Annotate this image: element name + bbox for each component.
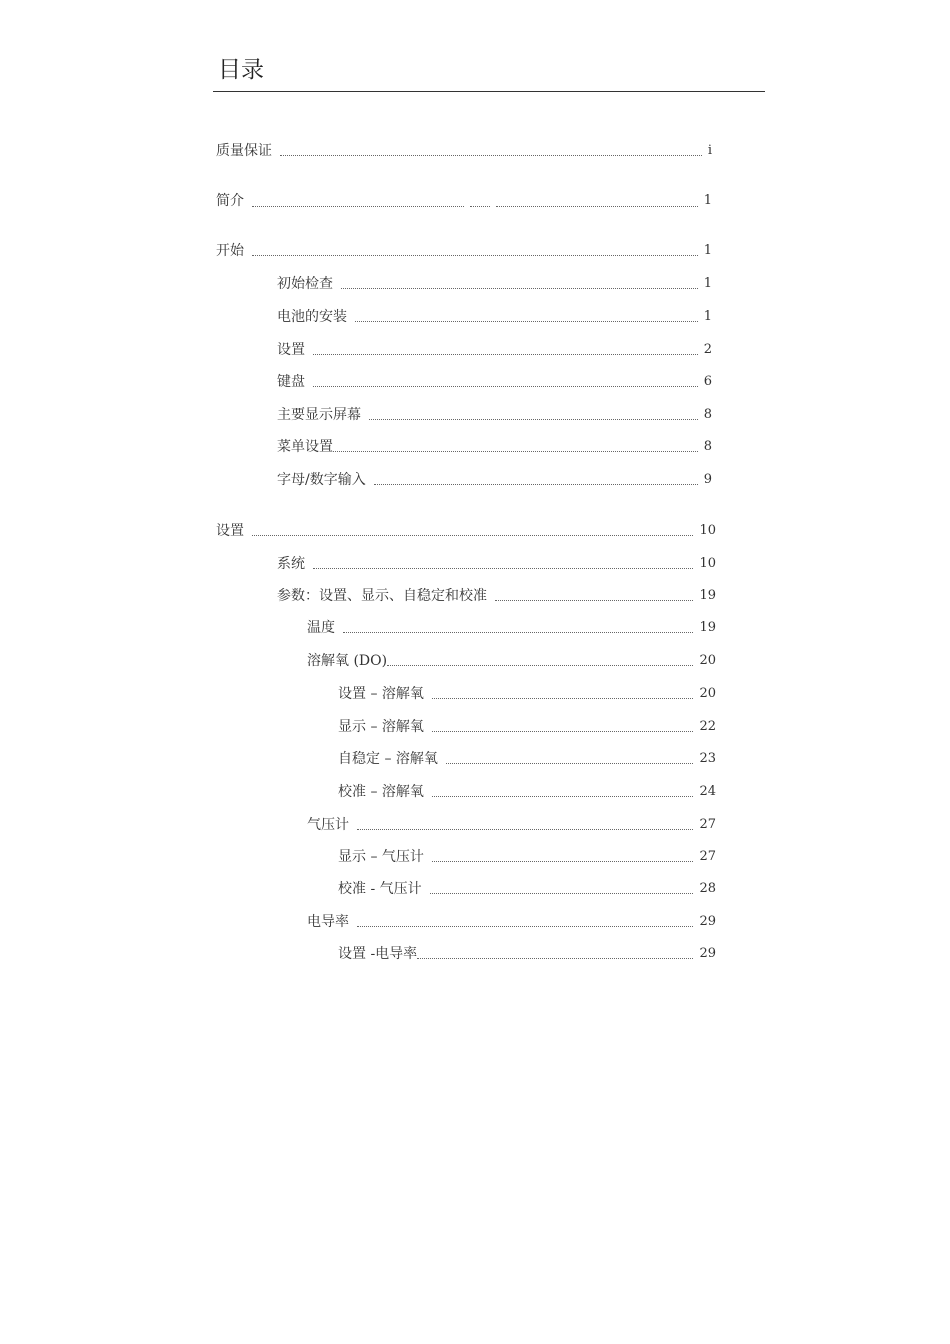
toc-page-number: 27 <box>699 849 716 864</box>
toc-entry-quality-assurance[interactable] <box>216 140 712 160</box>
toc-page-number: 1 <box>703 193 712 208</box>
toc-leader <box>495 600 693 601</box>
toc-label: 简介 <box>216 193 244 209</box>
toc-label: 开始 <box>216 243 244 259</box>
toc-entry-introduction[interactable] <box>216 190 712 210</box>
toc-entry-menu-setup[interactable] <box>277 436 712 456</box>
toc-entry-parameters[interactable] <box>277 585 716 605</box>
toc-page-number: 29 <box>699 946 716 961</box>
toc-leader <box>417 958 693 959</box>
toc-entry-barometer[interactable] <box>307 814 716 834</box>
title-rule <box>213 91 765 92</box>
toc-entry-do-autostable[interactable] <box>338 748 716 768</box>
toc-leader <box>357 926 693 927</box>
toc-page-number: 20 <box>699 653 716 668</box>
toc-leader <box>355 321 698 322</box>
toc-entry-do-display[interactable] <box>338 716 716 736</box>
toc-leader <box>252 255 698 256</box>
toc-entry-dissolved-oxygen[interactable] <box>307 650 716 670</box>
toc-label: 校准 - 气压计 <box>338 881 422 897</box>
toc-page-number: 1 <box>703 243 712 258</box>
toc-entry-alphanumeric-input[interactable] <box>277 469 712 489</box>
toc-label: 显示 – 气压计 <box>338 849 424 865</box>
toc-leader <box>387 665 693 666</box>
toc-leader <box>343 632 693 633</box>
toc-page-number: 10 <box>699 523 716 538</box>
toc-label: 设置 <box>277 342 305 358</box>
toc-leader <box>432 796 694 797</box>
toc-entry-initial-inspection[interactable] <box>277 273 712 293</box>
toc-page-number: 6 <box>703 374 712 389</box>
toc-entry-do-setup[interactable] <box>338 683 716 703</box>
toc-page-number: i <box>707 143 712 158</box>
toc-page-number: 19 <box>699 588 716 603</box>
toc-leader <box>333 451 698 452</box>
toc-page-number: 23 <box>699 751 716 766</box>
toc-label: 主要显示屏幕 <box>277 407 361 423</box>
toc-page-number: 27 <box>699 817 716 832</box>
toc-page-number: 1 <box>703 309 712 324</box>
toc-label: 自稳定 – 溶解氧 <box>338 751 438 767</box>
toc-leader <box>313 386 698 387</box>
toc-label: 初始检查 <box>277 276 333 292</box>
toc-label: 参数：设置、显示、自稳定和校准 <box>277 588 487 604</box>
toc-leader <box>432 731 694 732</box>
toc-entry-barometer-calibration[interactable] <box>338 878 716 898</box>
toc-label: 温度 <box>307 620 335 636</box>
toc-leader <box>432 698 694 699</box>
page-title: 目录 <box>218 57 264 83</box>
toc-leader <box>357 829 693 830</box>
toc-label: 键盘 <box>277 374 305 390</box>
toc-page-number: 9 <box>703 472 712 487</box>
toc-entry-conductivity[interactable] <box>307 911 716 931</box>
toc-page-number: 8 <box>703 439 712 454</box>
toc-page-number: 22 <box>699 719 716 734</box>
toc-leader <box>430 893 694 894</box>
toc-entry-system[interactable] <box>277 553 716 573</box>
toc-page-number: 20 <box>699 686 716 701</box>
toc-page-number: 1 <box>703 276 712 291</box>
toc-entry-main-display[interactable] <box>277 404 712 424</box>
toc-label: 校准 – 溶解氧 <box>338 784 424 800</box>
toc-entry-barometer-display[interactable] <box>338 846 716 866</box>
toc-page-number: 28 <box>699 881 716 896</box>
toc-page-number: 10 <box>699 556 716 571</box>
toc-label: 字母/数字输入 <box>277 472 366 488</box>
toc-leader <box>313 354 698 355</box>
toc-label: 设置 -电导率 <box>338 946 418 962</box>
toc-page-number: 19 <box>699 620 716 635</box>
toc-leader <box>252 535 693 536</box>
toc-leader <box>446 763 694 764</box>
toc-entry-setup[interactable] <box>277 339 712 359</box>
toc-label: 气压计 <box>307 817 349 833</box>
toc-leader <box>280 155 702 156</box>
toc-leader <box>432 861 694 862</box>
toc-page-number: 2 <box>703 342 712 357</box>
toc-entry-temperature[interactable] <box>307 617 716 637</box>
toc-label: 系统 <box>277 556 305 572</box>
toc-label: 质量保证 <box>216 143 272 159</box>
toc-entry-keypad[interactable] <box>277 371 712 391</box>
toc-entry-setup-chapter[interactable] <box>216 520 716 540</box>
toc-page-number: 29 <box>699 914 716 929</box>
toc-leader <box>369 419 698 420</box>
toc-label: 溶解氧 (DO) <box>307 653 388 669</box>
toc-entry-getting-started[interactable] <box>216 240 712 260</box>
toc-label: 显示 – 溶解氧 <box>338 719 424 735</box>
toc-entry-battery-installation[interactable] <box>277 306 712 326</box>
toc-page-number: 24 <box>699 784 716 799</box>
toc-label: 设置 <box>216 523 244 539</box>
toc-label: 电导率 <box>307 914 349 930</box>
toc-page-number: 8 <box>703 407 712 422</box>
toc-label: 设置 – 溶解氧 <box>338 686 424 702</box>
toc-entry-conductivity-setup[interactable] <box>338 943 716 963</box>
toc-leader <box>374 484 698 485</box>
toc-leader <box>313 568 693 569</box>
toc-entry-do-calibration[interactable] <box>338 781 716 801</box>
toc-label: 电池的安装 <box>277 309 347 325</box>
toc-leader <box>341 288 698 289</box>
toc-label: 菜单设置 <box>277 439 333 455</box>
